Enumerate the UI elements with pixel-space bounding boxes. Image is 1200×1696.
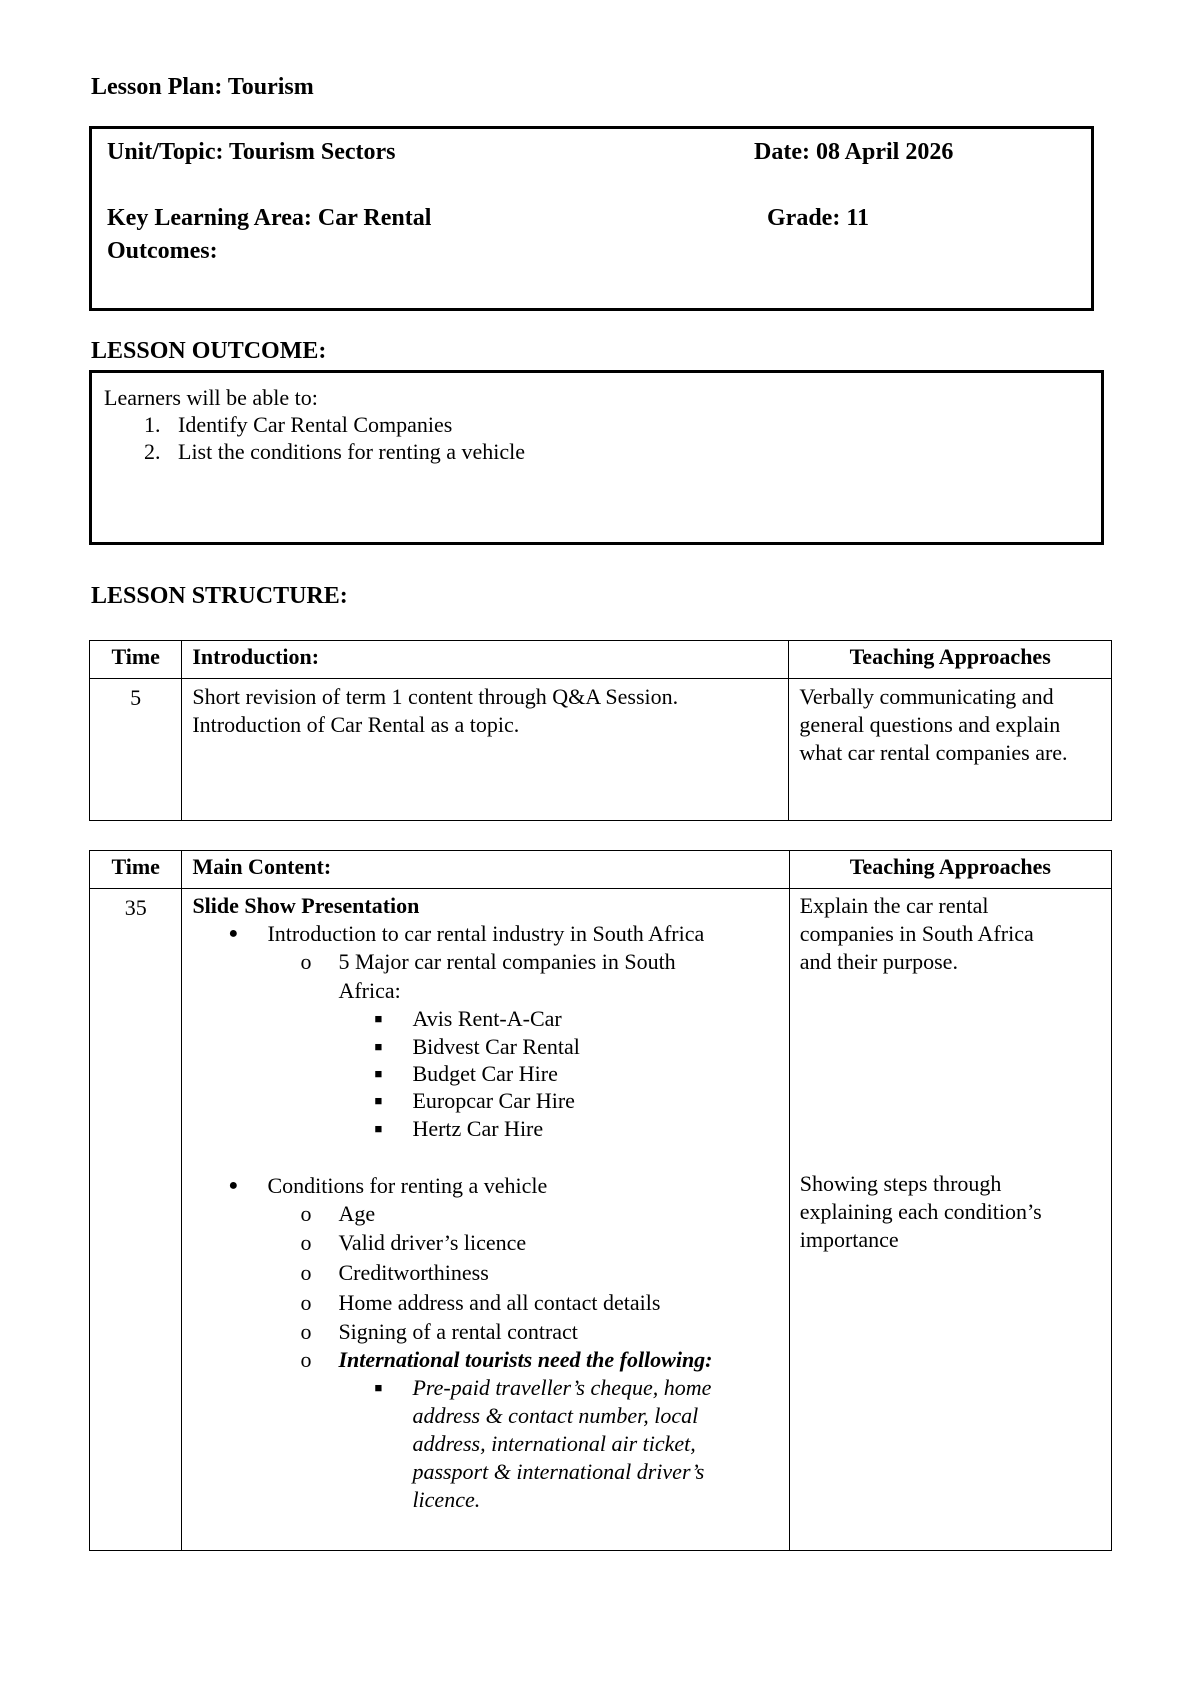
- table-header-row: [90, 851, 1112, 889]
- international-item-line: Pre-paid traveller’s cheque, home: [412, 1375, 712, 1400]
- main-content-header: Main Content:: [182, 851, 789, 889]
- grade: Grade: 11: [767, 205, 869, 231]
- international-item-line: address, international air ticket,: [412, 1431, 696, 1456]
- outcome-item: Identify Car Rental Companies: [178, 412, 453, 437]
- list-item: Introduction to car rental industry in South Africa: [267, 921, 705, 946]
- circle-bullet-icon: o: [300, 1230, 312, 1255]
- approach-line: Showing steps through: [799, 1171, 1002, 1196]
- company-item: Hertz Car Hire: [412, 1116, 544, 1141]
- introduction-content: [182, 679, 789, 821]
- outcome-item-number: 1.: [144, 412, 161, 437]
- list-item: 5 Major car rental companies in South: [338, 949, 676, 974]
- content-line: Introduction of Car Rental as a topic.: [192, 712, 520, 737]
- table-row: [90, 679, 1112, 821]
- condition-item: Valid driver’s licence: [338, 1230, 527, 1255]
- main-approaches-cell: [789, 889, 1111, 1551]
- slide-show-title: Slide Show Presentation: [192, 893, 420, 918]
- approach-line: Verbally communicating and: [799, 684, 1054, 709]
- condition-item: Creditworthiness: [338, 1260, 489, 1285]
- approach-line: explaining each condition’s: [799, 1199, 1042, 1224]
- introduction-approaches: [789, 679, 1112, 821]
- square-bullet-icon: ■: [374, 1039, 383, 1054]
- square-bullet-icon: ■: [374, 1093, 383, 1108]
- main-content-table: [89, 850, 1112, 1551]
- introduction-header: Introduction:: [182, 641, 789, 679]
- approach-line: general questions and explain: [799, 712, 1061, 737]
- disc-bullet-icon: ●: [228, 925, 239, 942]
- time-header: Time: [90, 851, 182, 889]
- table-header-row: [90, 641, 1112, 679]
- time-value: 35: [90, 889, 182, 1551]
- lesson-outcome-heading: LESSON OUTCOME:: [91, 338, 327, 364]
- circle-bullet-icon: o: [300, 1290, 312, 1315]
- unit-topic: Unit/Topic: Tourism Sectors: [107, 139, 396, 165]
- outcomes-label: Outcomes:: [107, 238, 218, 264]
- introduction-table: [89, 640, 1112, 821]
- table-row: [90, 889, 1112, 1551]
- company-item: Europcar Car Hire: [412, 1088, 575, 1113]
- company-item: Avis Rent-A-Car: [412, 1006, 562, 1031]
- circle-bullet-icon: o: [300, 1319, 312, 1344]
- condition-item: Signing of a rental contract: [338, 1319, 578, 1344]
- outcome-item-number: 2.: [144, 439, 161, 464]
- time-header: Time: [90, 641, 182, 679]
- approach-line: and their purpose.: [799, 949, 958, 974]
- key-learning-area: Key Learning Area: Car Rental: [107, 205, 432, 231]
- main-content-cell: [182, 889, 789, 1551]
- condition-item: Age: [338, 1201, 376, 1226]
- lesson-outcome-box: [89, 370, 1104, 545]
- approach-line: what car rental companies are.: [799, 740, 1068, 765]
- list-item-continued: Africa:: [338, 978, 401, 1003]
- approach-line: companies in South Africa: [799, 921, 1034, 946]
- company-item: Bidvest Car Rental: [412, 1034, 580, 1059]
- disc-bullet-icon: ●: [228, 1177, 239, 1194]
- international-item-line: address & contact number, local: [412, 1403, 699, 1428]
- square-bullet-icon: ■: [374, 1121, 383, 1136]
- header-box: [89, 126, 1094, 311]
- approach-line: Explain the car rental: [799, 893, 989, 918]
- list-item: Conditions for renting a vehicle: [267, 1173, 548, 1198]
- square-bullet-icon: ■: [374, 1380, 383, 1395]
- approaches-header: Teaching Approaches: [789, 851, 1111, 889]
- time-value: 5: [90, 679, 182, 821]
- circle-bullet-icon: o: [300, 949, 312, 974]
- approaches-header: Teaching Approaches: [789, 641, 1112, 679]
- international-item-line: licence.: [412, 1487, 481, 1512]
- circle-bullet-icon: o: [300, 1201, 312, 1226]
- square-bullet-icon: ■: [374, 1011, 383, 1026]
- content-line: Short revision of term 1 content through Q&A Session.: [192, 684, 679, 709]
- lesson-structure-heading: LESSON STRUCTURE:: [91, 583, 348, 609]
- approach-line: importance: [799, 1227, 899, 1252]
- outcome-intro: Learners will be able to:: [104, 385, 318, 410]
- international-item-line: passport & international driver’s: [412, 1459, 705, 1484]
- condition-item: Home address and all contact details: [338, 1290, 661, 1315]
- date: Date: 08 April 2026: [754, 139, 954, 165]
- circle-bullet-icon: o: [300, 1260, 312, 1285]
- international-label: International tourists need the following:: [338, 1347, 713, 1372]
- outcome-item: List the conditions for renting a vehicle: [178, 439, 526, 464]
- company-item: Budget Car Hire: [412, 1061, 558, 1086]
- circle-bullet-icon: o: [300, 1347, 312, 1372]
- document-title: Lesson Plan: Tourism: [91, 74, 314, 100]
- square-bullet-icon: ■: [374, 1066, 383, 1081]
